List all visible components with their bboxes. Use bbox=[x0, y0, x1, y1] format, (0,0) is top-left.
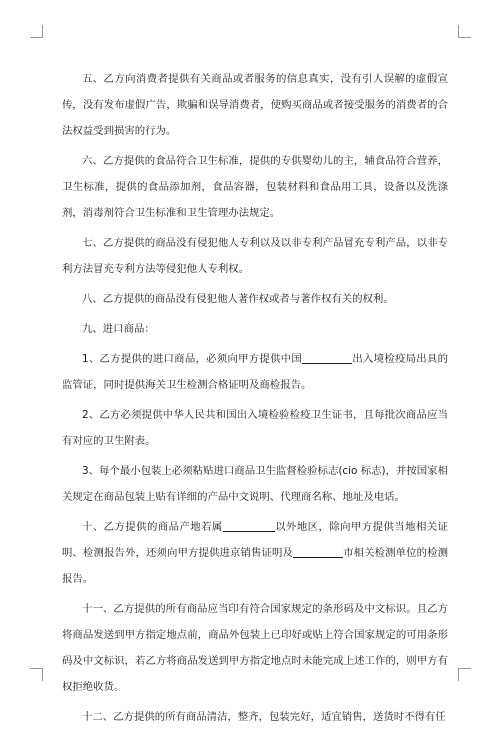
crop-mark-bottom-right bbox=[458, 668, 471, 681]
clause-9-item-1 bbox=[62, 346, 448, 398]
clause-9-item-3: 3、每个最小包装上必须粘贴进口商品卫生监督检验标志(cio 标志)，并按国家相关规定在商品包装上贴有详细的产品中文说明、代理商名称、地址及电话。 bbox=[62, 465, 448, 503]
crop-mark-top-right bbox=[458, 25, 471, 38]
clause-6: 六、乙方提供的食品符合卫生标准，提供的专供婴幼儿的主，辅食品符合营养，卫生标准，提供的食品添加剂，食品容器，包装材料和食品用工具，设备以及洗涤剂，消毒剂符合卫生标准和卫生管理办法规定。 bbox=[62, 155, 448, 219]
fill-in-blank bbox=[302, 352, 352, 364]
clause-10 bbox=[62, 514, 448, 592]
clause-9-item-1-text-before: 1、乙方提供的进口商品，必须向甲方提供中国 bbox=[82, 353, 303, 365]
clause-11: 十一、乙方提供的所有商品应当印有符合国家规定的条形码及中文标识。且乙方将商品发送到甲方指定地点前，商品外包装上已印好或贴上符合国家规定的可用条形码及中文标识，若乙方将商品发送到甲方指定地点时未能完成上述工作的，则甲方有权拒绝收货。 bbox=[62, 603, 448, 693]
crop-mark-top-left bbox=[30, 25, 43, 38]
clause-7: 七、乙方提供的商品没有侵犯他人专利以及以非专利产品冒充专利产品，以非专利方法冒充专利方法等侵犯他人专利权。 bbox=[62, 237, 448, 275]
clause-10-text-before: 十、乙方提供的商品产地若属 bbox=[82, 521, 223, 533]
clause-9-item-1-text-after: 出入境检疫局出具的监管证，同时提供海关卫生检测合格证明及商检报告。 bbox=[62, 353, 449, 391]
clause-9-item-2: 2、乙方必须提供中华人民共和国出入境检验检疫卫生证书，且每批次商品应当有对应的卫生附表。 bbox=[62, 409, 448, 447]
clause-10-text-middle: 以外地区，除向甲方提供当地相关证明、检测报告外，还须向甲方提供进京销售证明及 bbox=[62, 521, 449, 559]
clause-10-text-after: 市相关检测单位的检测报告。 bbox=[62, 547, 448, 585]
document-body bbox=[62, 66, 448, 734]
clause-9-heading: 九、进口商品： bbox=[82, 323, 155, 335]
fill-in-blank bbox=[223, 520, 275, 532]
clause-12: 十二、乙方提供的所有商品清洁，整齐，包装完好，适宜销售，送货时不得有任 bbox=[82, 711, 446, 723]
clause-8: 八、乙方提供的商品没有侵犯他人著作权或者与著作权有关的权利。 bbox=[82, 293, 394, 305]
fill-in-blank bbox=[293, 546, 343, 558]
crop-mark-bottom-left bbox=[30, 668, 43, 681]
clause-5: 五、乙方向消费者提供有关商品或者服务的信息真实，没有引人误解的虚假宣传，没有发布虚假广告，欺骗和误导消费者，使购买商品或者接受服务的消费者的合法权益受到损害的行为。 bbox=[62, 73, 448, 137]
